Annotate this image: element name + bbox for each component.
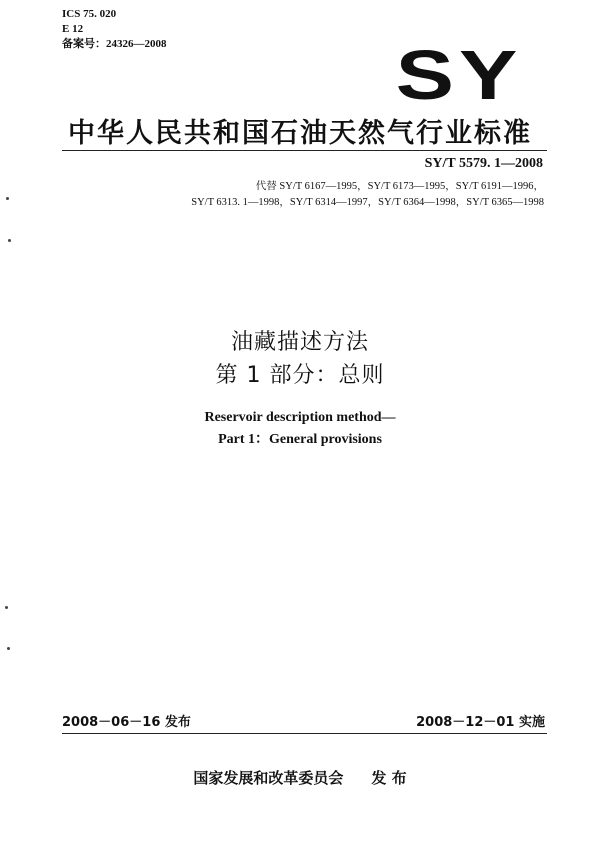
replaces-line-2: SY/T 6313. 1—1998，SY/T 6314—1997，SY/T 6364—1998，SY/T 6365—1998: [191, 197, 544, 208]
record-number: 备案号：24326—2008: [62, 38, 167, 50]
standard-code: SY/T 5579. 1—2008: [424, 156, 543, 171]
scan-speck: [8, 239, 11, 242]
issuer-action: 发 布: [371, 769, 407, 787]
replaces-line-1: 代替 SY/T 6167—1995，SY/T 6173—1995，SY/T 6191—1996，: [255, 181, 544, 192]
title-en-line-2: Part 1：General provisions: [218, 432, 382, 447]
issuer-name: 国家发展和改革委员会: [193, 769, 344, 787]
footer-divider: [62, 733, 547, 734]
title-cn-line-1: 油藏描述方法: [230, 330, 369, 355]
publish-date: 2008－06－16 发布: [62, 715, 191, 730]
title-en-line-1: Reservoir description method—: [204, 410, 396, 425]
scan-speck: [6, 197, 9, 200]
scan-speck: [7, 647, 10, 650]
category-code: E 12: [62, 23, 84, 35]
header-divider: [62, 150, 547, 151]
title-cn-line-2: 第 1 部分：总则: [215, 363, 385, 388]
issuer-line: [0, 767, 600, 788]
sy-logo: SY: [395, 36, 522, 114]
effective-date: 2008－12－01 实施: [416, 715, 545, 730]
ics-code: ICS 75. 020: [62, 8, 117, 20]
scan-speck: [5, 606, 8, 609]
organization-title: 中华人民共和国石油天然气行业标准: [68, 118, 532, 149]
